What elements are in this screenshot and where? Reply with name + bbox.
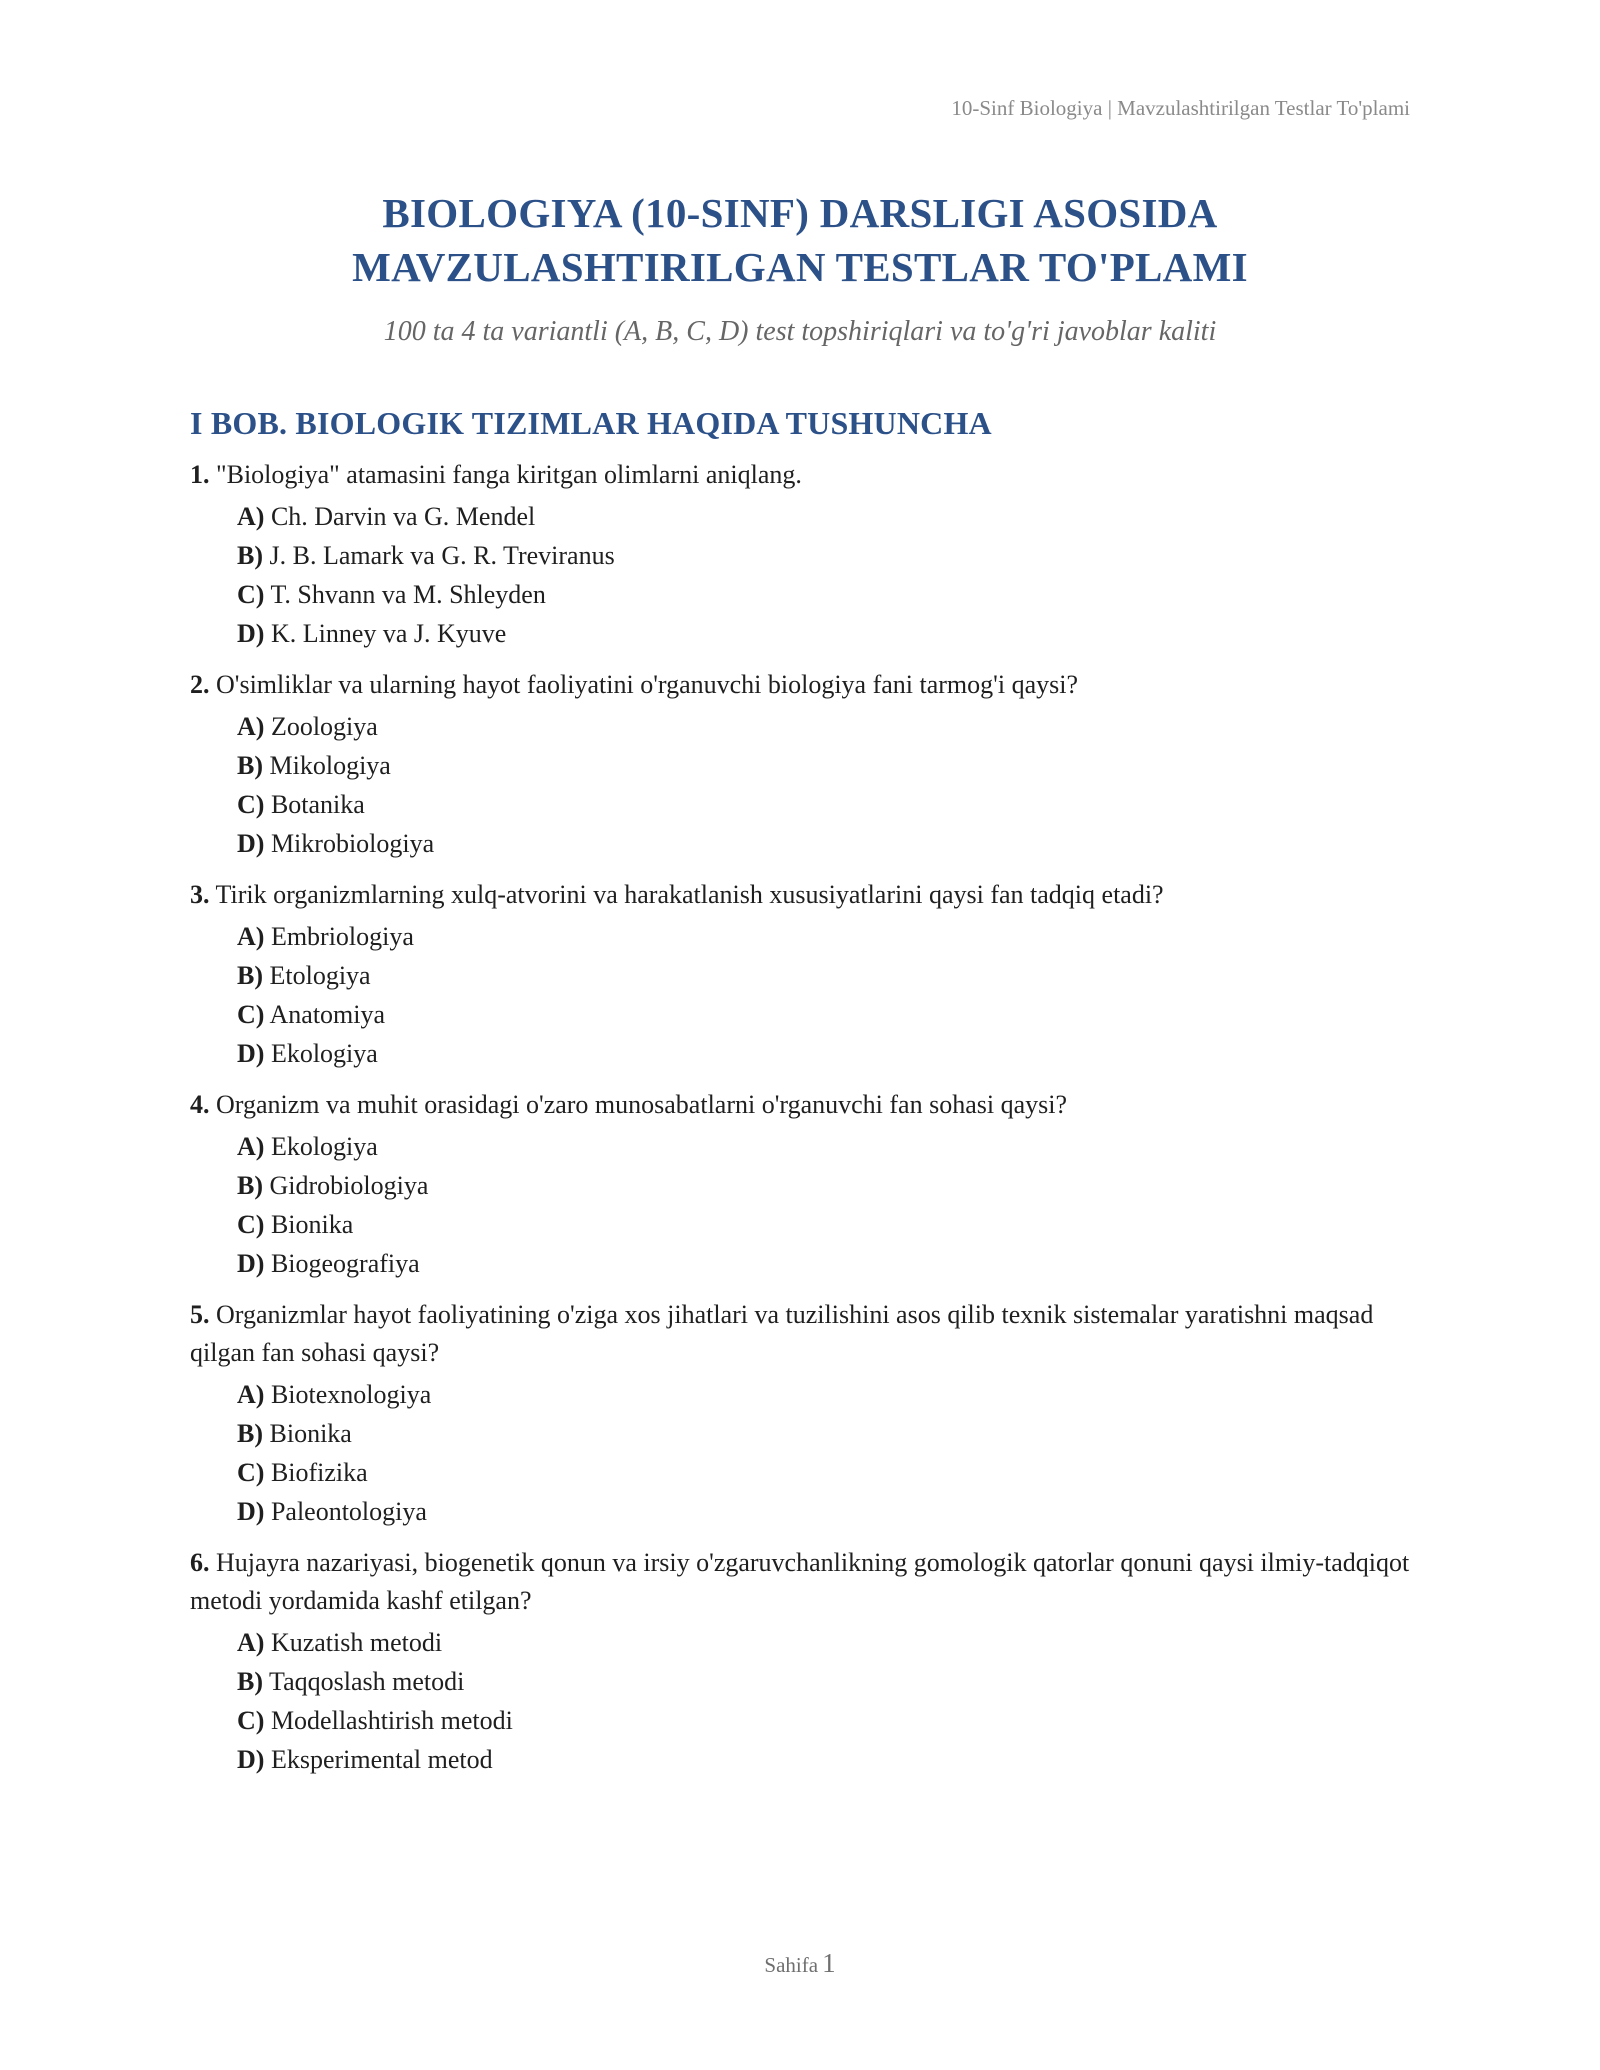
option-letter: B) <box>237 961 263 990</box>
answer-option <box>237 1453 1420 1492</box>
option-text: Paleontologiya <box>270 1497 427 1526</box>
answer-option <box>237 746 1420 785</box>
answer-option <box>237 917 1420 956</box>
question-body: "Biologiya" atamasini fanga kiritgan olimlarni aniqlang. <box>216 460 802 489</box>
answer-option <box>237 1662 1420 1701</box>
question-number: 2. <box>190 670 210 699</box>
option-text: Biofizika <box>270 1458 368 1487</box>
option-letter: A) <box>237 502 265 531</box>
question-text <box>190 456 1420 494</box>
question-text <box>190 876 1420 914</box>
option-letter: C) <box>237 1000 265 1029</box>
option-letter: C) <box>237 1458 265 1487</box>
question-body: O'simliklar va ularning hayot faoliyatini o'rganuvchi biologiya fani tarmog'i qaysi? <box>216 670 1078 699</box>
question-item <box>190 1086 1420 1283</box>
option-text: Ekologiya <box>270 1039 378 1068</box>
question-number: 5. <box>190 1300 210 1329</box>
option-text: Ch. Darvin va G. Mendel <box>270 502 536 531</box>
option-text: Kuzatish metodi <box>270 1628 443 1657</box>
option-text: K. Linney va J. Kyuve <box>270 619 507 648</box>
answer-option <box>237 1034 1420 1073</box>
answer-option <box>237 1623 1420 1662</box>
answer-option <box>237 1414 1420 1453</box>
answer-options <box>190 1127 1420 1283</box>
answer-option <box>237 614 1420 653</box>
footer-label: Sahifa <box>764 1953 819 1977</box>
answer-option <box>237 824 1420 863</box>
answer-options <box>190 1375 1420 1531</box>
option-text: Embriologiya <box>270 922 414 951</box>
question-item <box>190 1296 1420 1531</box>
answer-option <box>237 1244 1420 1283</box>
option-letter: C) <box>237 580 265 609</box>
answer-options <box>190 917 1420 1073</box>
question-number: 1. <box>190 460 210 489</box>
option-letter: B) <box>237 1171 263 1200</box>
question-text <box>190 666 1420 704</box>
option-text: Eksperimental metod <box>270 1745 493 1774</box>
option-text: Zoologiya <box>270 712 378 741</box>
option-letter: B) <box>237 1419 263 1448</box>
document-title-line-1: BIOLOGIYA (10-SINF) DARSLIGI ASOSIDA <box>382 190 1218 236</box>
answer-option <box>237 536 1420 575</box>
option-text: Bionika <box>269 1419 352 1448</box>
answer-options <box>190 1623 1420 1779</box>
section-heading: I BOB. BIOLOGIK TIZIMLAR HAQIDA TUSHUNCHA <box>190 405 992 441</box>
question-item <box>190 666 1420 863</box>
option-letter: B) <box>237 751 263 780</box>
option-letter: D) <box>237 1497 265 1526</box>
option-letter: C) <box>237 790 265 819</box>
answer-option <box>237 1492 1420 1531</box>
document-subtitle: 100 ta 4 ta variantli (A, B, C, D) test topshiriqlari va to'g'ri javoblar kaliti <box>383 316 1217 347</box>
option-text: Mikologiya <box>269 751 391 780</box>
page-number: 1 <box>822 1948 836 1978</box>
question-item <box>190 876 1420 1073</box>
question-number: 3. <box>190 880 210 909</box>
answer-option <box>237 707 1420 746</box>
question-number: 4. <box>190 1090 210 1119</box>
answer-option <box>237 1166 1420 1205</box>
option-text: J. B. Lamark va G. R. Treviranus <box>269 541 615 570</box>
answer-option <box>237 497 1420 536</box>
option-letter: D) <box>237 829 265 858</box>
answer-option <box>237 1205 1420 1244</box>
answer-option <box>237 995 1420 1034</box>
option-text: Ekologiya <box>270 1132 378 1161</box>
question-text <box>190 1544 1420 1620</box>
option-letter: A) <box>237 1132 265 1161</box>
option-letter: D) <box>237 1249 265 1278</box>
option-letter: C) <box>237 1210 265 1239</box>
option-text: Biotexnologiya <box>270 1380 432 1409</box>
question-body: Organizm va muhit orasidagi o'zaro munosabatlarni o'rganuvchi fan sohasi qaysi? <box>216 1090 1068 1119</box>
question-body: Tirik organizmlarning xulq-atvorini va harakatlanish xususiyatlarini qaysi fan tadqiq etadi? <box>215 880 1164 909</box>
option-letter: D) <box>237 619 265 648</box>
answer-option <box>237 575 1420 614</box>
question-item <box>190 456 1420 653</box>
option-letter: D) <box>237 1745 265 1774</box>
question-text <box>190 1296 1420 1372</box>
content-area <box>190 405 1420 1792</box>
document-title-line-2: MAVZULASHTIRILGAN TESTLAR TO'PLAMI <box>352 244 1248 290</box>
option-letter: A) <box>237 1628 265 1657</box>
option-text: Mikrobiologiya <box>270 829 435 858</box>
option-letter: A) <box>237 1380 265 1409</box>
option-letter: A) <box>237 712 265 741</box>
option-text: Bionika <box>270 1210 354 1239</box>
question-number: 6. <box>190 1548 210 1577</box>
page-footer <box>0 1948 1600 1979</box>
option-letter: B) <box>237 1667 263 1696</box>
option-text: T. Shvann va M. Shleyden <box>270 580 546 609</box>
answer-options <box>190 497 1420 653</box>
question-text <box>190 1086 1420 1124</box>
question-body: Hujayra nazariyasi, biogenetik qonun va irsiy o'zgaruvchanlikning gomologik qatorlar qonuni qaysi ilmiy-tadqiqot metodi yordamida kashf etilgan? <box>190 1548 1410 1615</box>
title-block <box>0 186 1600 348</box>
option-letter: A) <box>237 922 265 951</box>
answer-option <box>237 1127 1420 1166</box>
answer-option <box>237 785 1420 824</box>
answer-option <box>237 956 1420 995</box>
option-text: Anatomiya <box>269 1000 386 1029</box>
option-text: Modellashtirish metodi <box>270 1706 513 1735</box>
option-letter: C) <box>237 1706 265 1735</box>
option-text: Etologiya <box>269 961 371 990</box>
running-header: 10-Sinf Biologiya | Mavzulashtirilgan Testlar To'plami <box>951 96 1410 120</box>
option-letter: D) <box>237 1039 265 1068</box>
option-text: Biogeografiya <box>270 1249 420 1278</box>
answer-options <box>190 707 1420 863</box>
option-text: Gidrobiologiya <box>269 1171 429 1200</box>
answer-option <box>237 1701 1420 1740</box>
question-body: Organizmlar hayot faoliyatining o'ziga xos jihatlari va tuzilishini asos qilib texnik sistemalar yaratishni maqsad qilgan fan sohasi qaysi? <box>190 1300 1374 1367</box>
option-text: Taqqoslash metodi <box>269 1667 465 1696</box>
option-text: Botanika <box>270 790 365 819</box>
answer-option <box>237 1740 1420 1779</box>
question-list <box>190 456 1420 1779</box>
option-letter: B) <box>237 541 263 570</box>
question-item <box>190 1544 1420 1779</box>
answer-option <box>237 1375 1420 1414</box>
